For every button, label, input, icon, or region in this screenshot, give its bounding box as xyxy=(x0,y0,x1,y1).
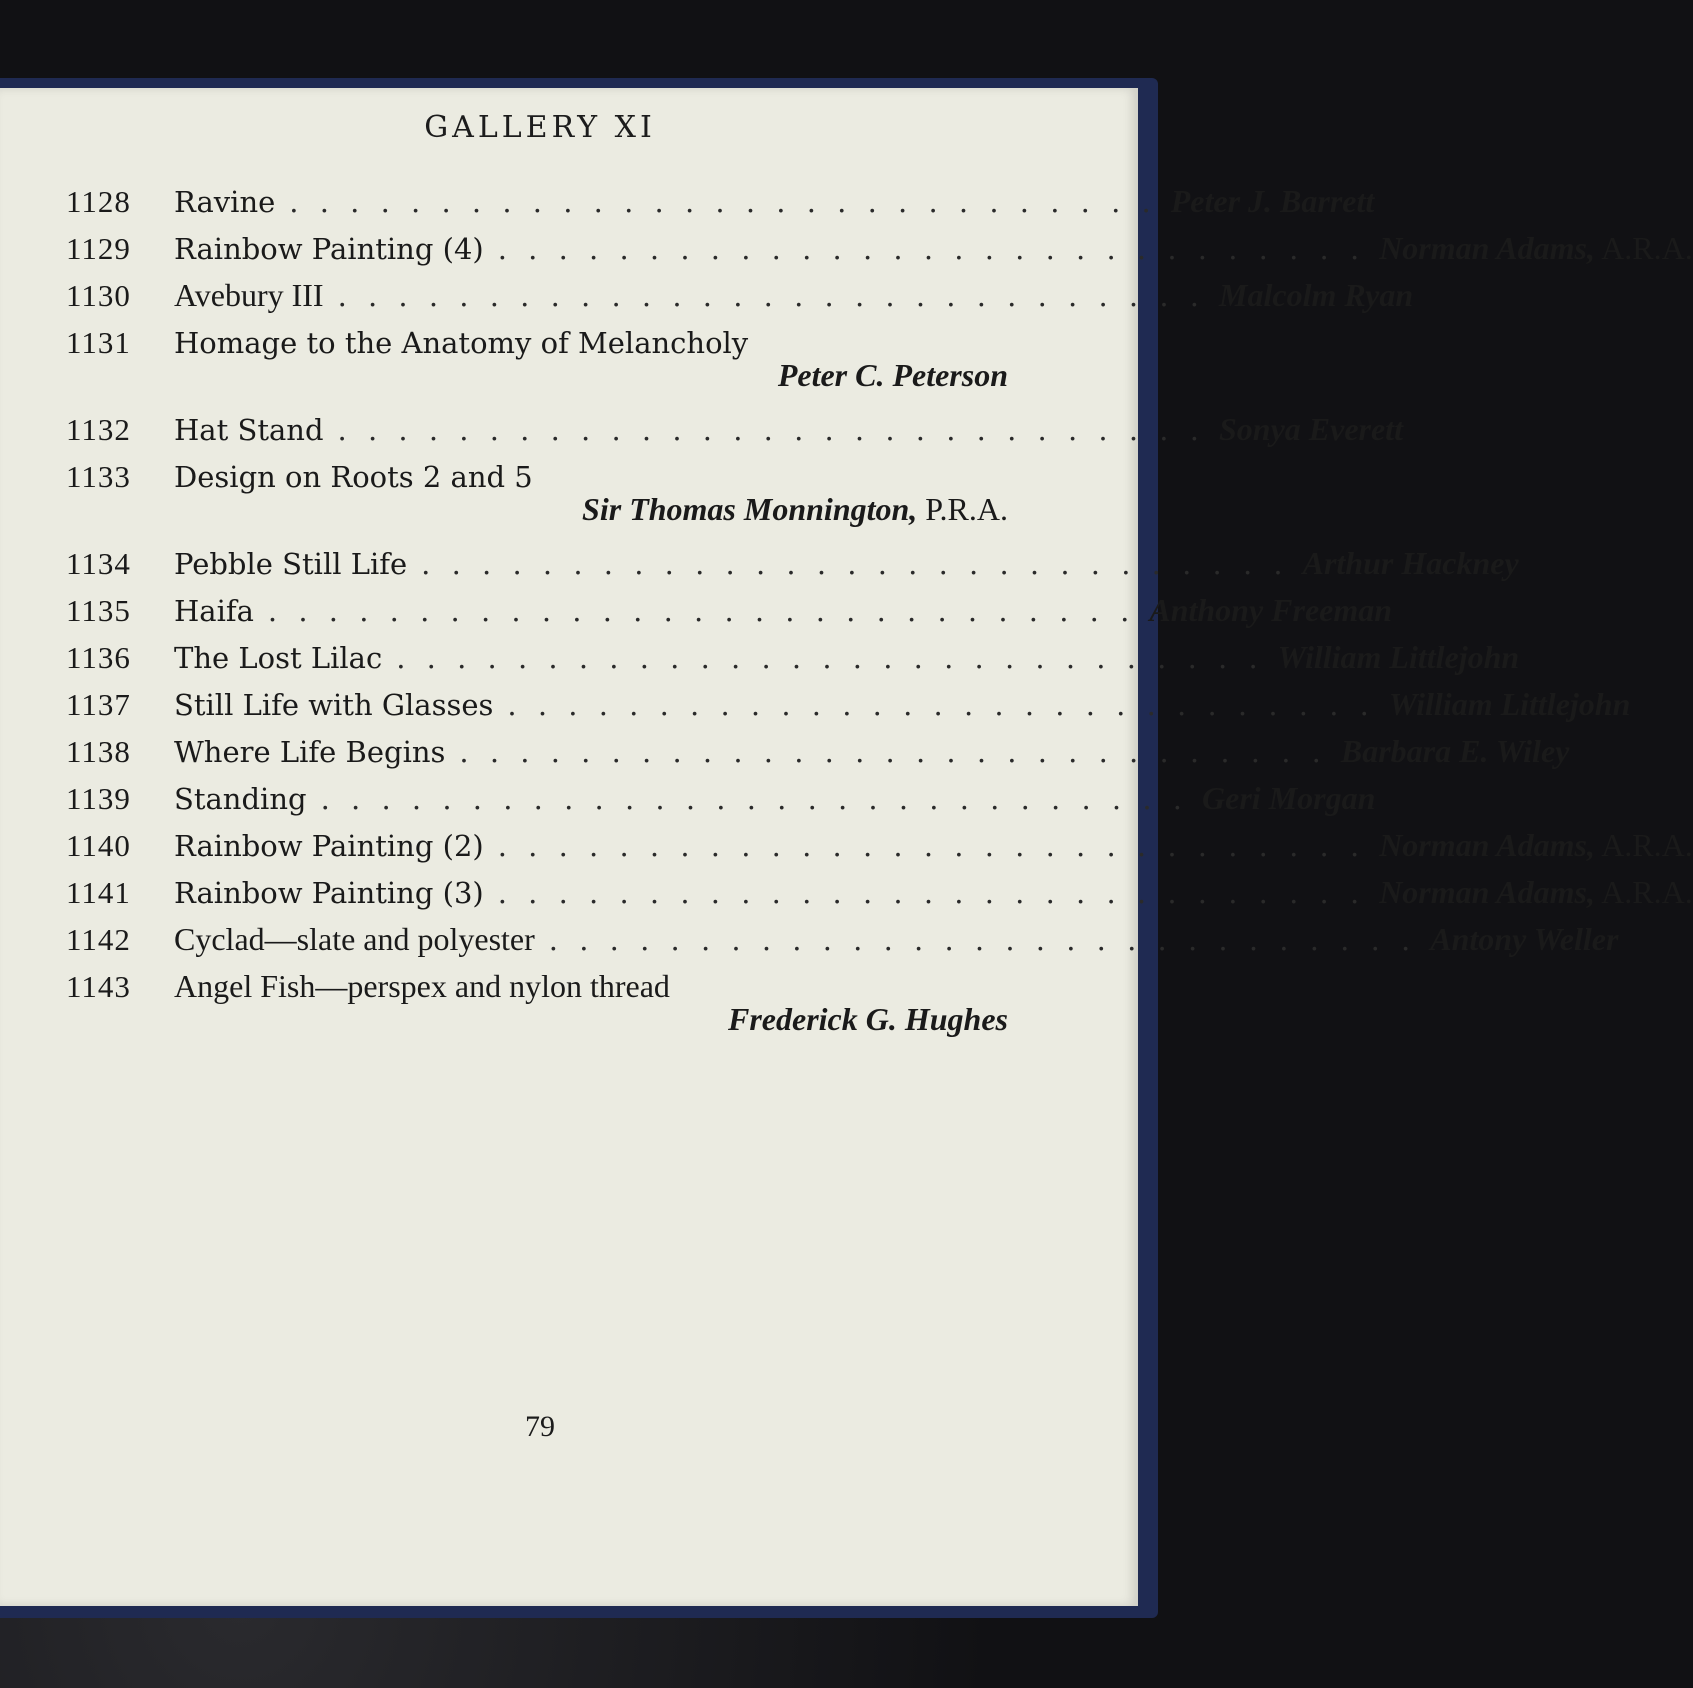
dot-leader: . . . . . . . . . . . . . . . . . . . . . . . . . . . . . xyxy=(320,782,1189,816)
catalogue-entry xyxy=(66,178,1375,225)
entry-artist: Barbara E. Wiley xyxy=(1340,733,1570,769)
dot-leader: . . . . . . . . . . . . . . . . . . . . . . . . . . . . . xyxy=(548,923,1417,957)
entry-artist: Antony Weller xyxy=(1430,921,1619,957)
catalogue-entry xyxy=(66,681,1631,728)
entry-number: 1140 xyxy=(66,828,131,863)
entry-title: Angel Fish—perspex and nylon thread xyxy=(174,968,670,1004)
entry-number: 1143 xyxy=(66,969,131,1004)
entry-title: Ravine xyxy=(174,185,276,219)
dot-leader: . . . . . . . . . . . . . . . . . . . . . . . . . . . . . xyxy=(337,279,1206,313)
entry-number: 1136 xyxy=(66,640,131,675)
entry-artist: Frederick G. Hughes xyxy=(728,1001,1008,1037)
entry-artist: William Littlejohn xyxy=(1388,686,1631,722)
dot-leader: . . . . . . . . . . . . . . . . . . . . . . . . . . . . . xyxy=(421,547,1289,581)
dot-leader: . . . . . . . . . . . . . . . . . . . . . . . . . . . . . xyxy=(497,876,1366,910)
entry-title: Haifa xyxy=(174,594,254,628)
entry-title: Standing xyxy=(174,782,307,816)
catalogue-entry xyxy=(66,319,1008,392)
page-number: 79 xyxy=(525,1410,555,1443)
entry-artist: Sonya Everett xyxy=(1218,411,1403,447)
entry-artist: Geri Morgan xyxy=(1202,780,1376,816)
entry-title: Avebury III xyxy=(174,277,324,313)
entry-title: Rainbow Painting (2) xyxy=(174,829,484,863)
catalogue-entry xyxy=(66,634,1520,681)
entry-title: Where Life Begins xyxy=(174,735,446,769)
entry-number: 1130 xyxy=(66,278,131,313)
entry-artist: Peter C. Peterson xyxy=(777,357,1008,393)
entry-title: The Lost Lilac xyxy=(174,641,383,675)
catalogue-entry xyxy=(66,540,1519,587)
entry-title: Design on Roots 2 and 5 xyxy=(174,460,533,494)
entry-number: 1142 xyxy=(66,922,131,957)
entry-artist: Malcolm Ryan xyxy=(1219,277,1414,313)
catalogue-entry xyxy=(66,453,1008,526)
entry-artist: William Littlejohn xyxy=(1277,639,1520,675)
dot-leader: . . . . . . . . . . . . . . . . . . . . . . . . . . . . . xyxy=(497,232,1366,266)
catalogue-entry xyxy=(66,869,1693,916)
entry-artist: Peter J. Barrett xyxy=(1170,183,1375,219)
entry-artist: Arthur Hackney xyxy=(1302,545,1519,581)
dot-leader: . . . . . . . . . . . . . . . . . . . . . . . . . . . . . xyxy=(267,594,1136,628)
catalogue-entry xyxy=(66,916,1619,963)
entry-artist: Norman Adams, A.R.A. xyxy=(1379,874,1693,910)
dot-leader: . . . . . . . . . . . . . . . . . . . . . . . . . . . . . xyxy=(289,185,1157,219)
dot-leader: . . . . . . . . . . . . . . . . . . . . . . . . . . . . . xyxy=(459,735,1327,769)
entry-title: Rainbow Painting (4) xyxy=(174,232,484,266)
catalogue-list xyxy=(66,178,1693,1050)
entry-artist: Anthony Freeman xyxy=(1149,592,1393,628)
entry-number: 1137 xyxy=(66,687,131,722)
entry-title: Pebble Still Life xyxy=(174,547,408,581)
entry-number: 1139 xyxy=(66,781,131,816)
catalogue-entry xyxy=(66,225,1693,272)
dot-leader: . . . . . . . . . . . . . . . . . . . . . . . . . . . . . xyxy=(497,829,1366,863)
dot-leader: . . . . . . . . . . . . . . . . . . . . . . . . . . . . . xyxy=(507,688,1375,722)
catalogue-entry xyxy=(66,775,1376,822)
entry-number: 1134 xyxy=(66,546,131,581)
catalogue-entry xyxy=(66,963,1008,1036)
entry-number: 1128 xyxy=(66,184,131,219)
entry-number: 1133 xyxy=(66,459,131,494)
dot-leader: . . . . . . . . . . . . . . . . . . . . . . . . . . . . . xyxy=(337,413,1205,447)
entry-number: 1135 xyxy=(66,593,131,628)
entry-title: Hat Stand xyxy=(174,413,324,447)
entry-title: Cyclad—slate and polyester xyxy=(174,921,535,957)
catalogue-entry xyxy=(66,728,1570,775)
gallery-heading: GALLERY XI xyxy=(424,110,656,145)
entry-artist: Sir Thomas Monnington, P.R.A. xyxy=(582,491,1008,527)
entry-number: 1138 xyxy=(66,734,131,769)
entry-number: 1141 xyxy=(66,875,131,910)
entry-title: Homage to the Anatomy of Melancholy xyxy=(174,326,749,360)
catalogue-entry xyxy=(66,587,1393,634)
catalogue-entry xyxy=(66,406,1403,453)
entry-artist: Norman Adams, A.R.A. xyxy=(1379,230,1693,266)
entry-title: Rainbow Painting (3) xyxy=(174,876,484,910)
entry-number: 1131 xyxy=(66,325,131,360)
catalogue-entry xyxy=(66,822,1693,869)
dot-leader: . . . . . . . . . . . . . . . . . . . . . . . . . . . . . xyxy=(396,641,1264,675)
entry-number: 1132 xyxy=(66,412,131,447)
entry-number: 1129 xyxy=(66,231,131,266)
entry-title: Still Life with Glasses xyxy=(174,688,494,722)
entry-artist: Norman Adams, A.R.A. xyxy=(1379,827,1693,863)
catalogue-entry xyxy=(66,272,1414,319)
